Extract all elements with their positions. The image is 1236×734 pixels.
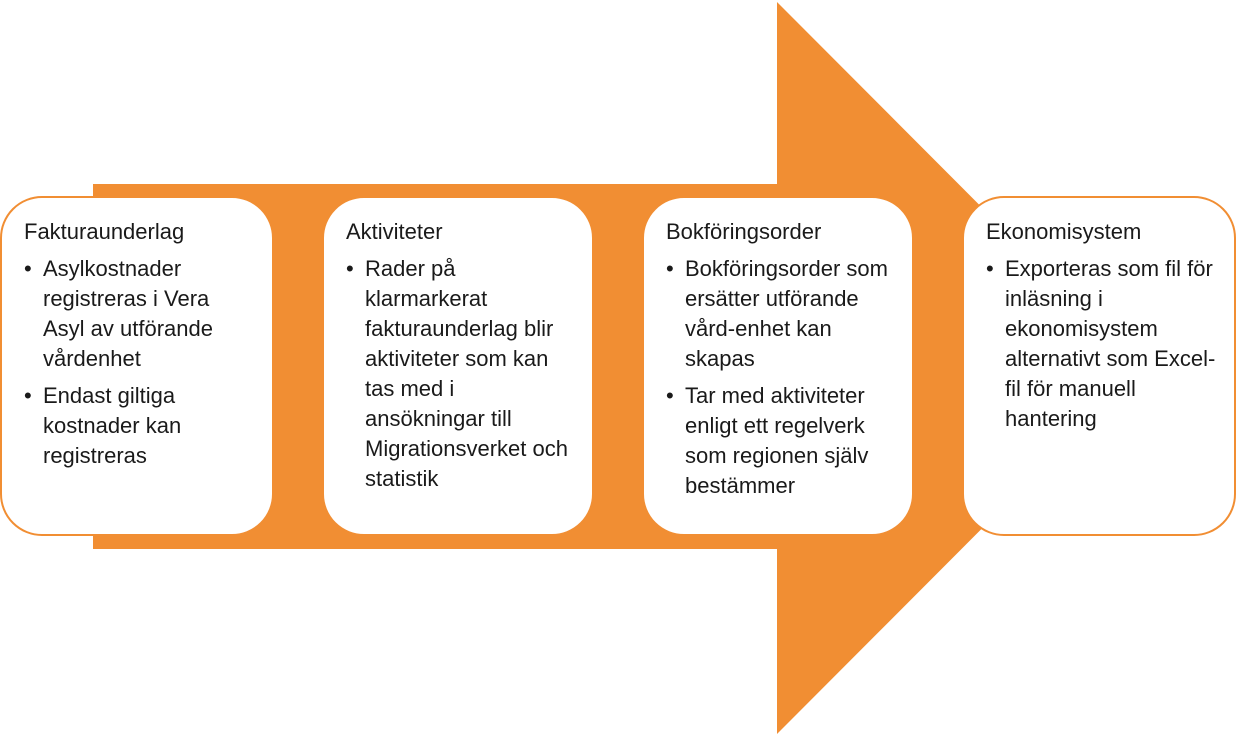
bullet-item: • Rader på klarmarkerat fakturaunderlag blir aktiviteter som kan tas med i ansökningar till Migrationsverket och statistik <box>346 254 574 494</box>
bullet-item: • Endast giltiga kostnader kan registreras <box>24 381 254 471</box>
step-title: Ekonomisystem <box>986 219 1142 244</box>
step-bullet-list <box>666 254 894 501</box>
bullet-item: • Asylkostnader registreras i Vera Asyl av utförande vårdenhet <box>24 254 254 374</box>
step-title: Aktiviteter <box>346 219 443 244</box>
step-fakturaunderlag <box>0 196 274 536</box>
step-bullet-list <box>346 254 574 494</box>
step-title: Bokföringsorder <box>666 219 822 244</box>
step-aktiviteter <box>322 196 594 536</box>
step-ekonomisystem <box>962 196 1236 536</box>
bullet-item: • Exporteras som fil för inläsning i ekonomisystem alternativt som Excel-fil för manuell hantering <box>986 254 1216 434</box>
step-title: Fakturaunderlag <box>24 219 185 244</box>
bullet-item: • Tar med aktiviteter enligt ett regelverk som regionen själv bestämmer <box>666 381 894 501</box>
bullet-item: • Bokföringsorder som ersätter utförande vård-enhet kan skapas <box>666 254 894 374</box>
step-bullet-list <box>24 254 254 471</box>
step-bokforingsorder <box>642 196 914 536</box>
step-bullet-list <box>986 254 1216 434</box>
